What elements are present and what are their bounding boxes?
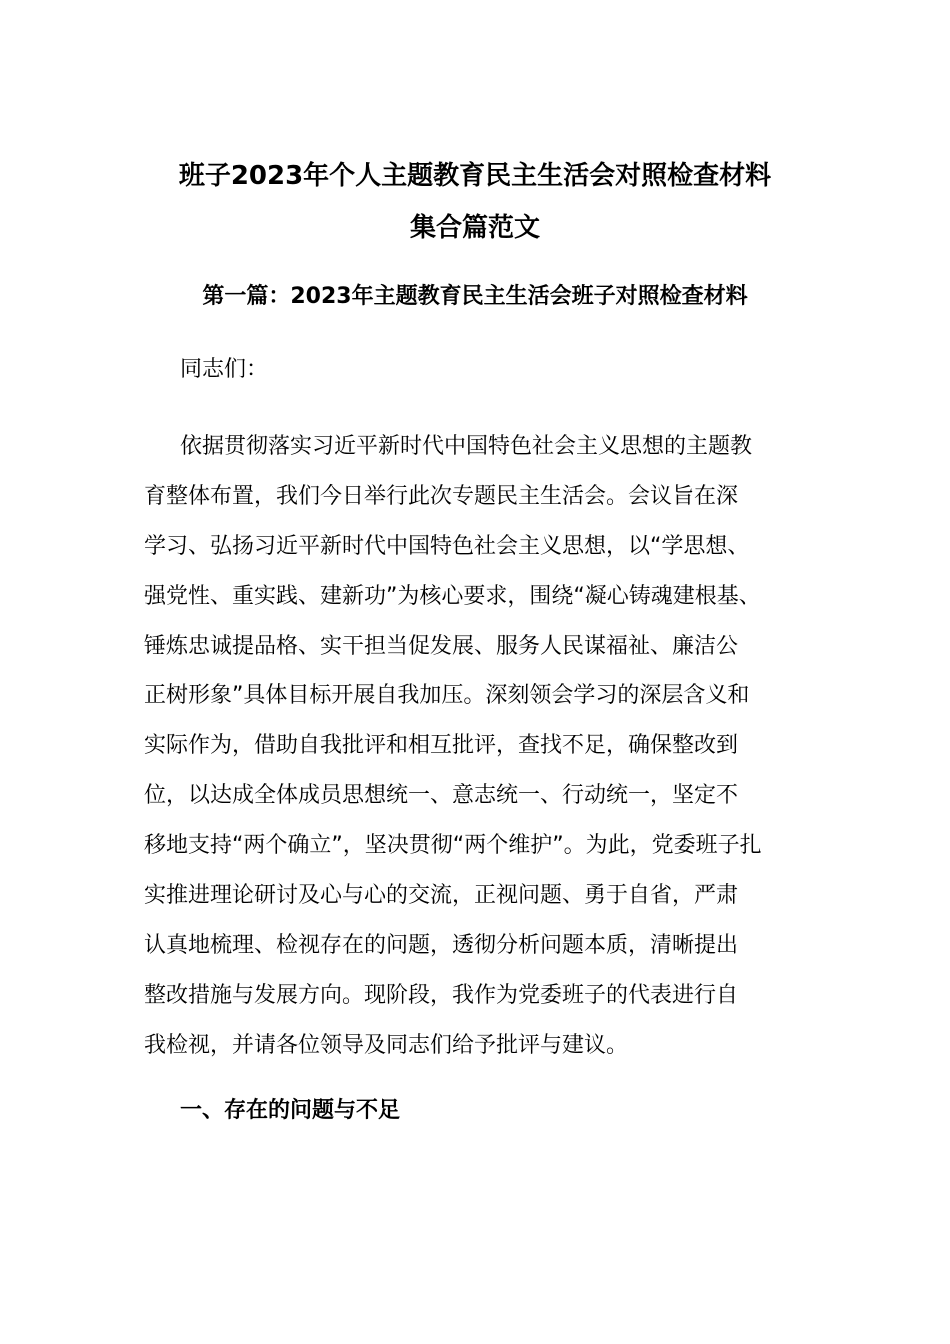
body-line: 依据贯彻落实习近平新时代中国特色社会主义思想的主题教 <box>180 434 753 459</box>
document-title-line-1: 班子2023年个人主题教育民主生活会对照检查材料 <box>178 161 772 191</box>
salutation: 同志们： <box>180 357 269 382</box>
body-line: 实际作为，借助自我批评和相互批评，查找不足，确保整改到 <box>144 733 739 759</box>
body-line: 位，以达成全体成员思想统一、意志统一、行动统一，坚定不 <box>144 783 739 809</box>
document-title-line-2: 集合篇范文 <box>409 213 540 243</box>
body-line: 认真地梳理、检视存在的问题，透彻分析问题本质，清晰提出 <box>144 932 739 958</box>
body-line: 我检视，并请各位领导及同志们给予批评与建议。 <box>144 1032 629 1058</box>
body-line: 正树形象”具体目标开展自我加压。深刻领会学习的深层含义和 <box>144 683 750 709</box>
body-line: 学习、弘扬习近平新时代中国特色社会主义思想，以“学思想、 <box>144 533 750 559</box>
body-line: 移地支持“两个确立”，坚决贯彻“两个维护”。为此，党委班子扎 <box>144 833 762 859</box>
body-line: 实推进理论研讨及心与心的交流，正视问题、勇于自省，严肃 <box>144 883 739 909</box>
body-line: 锤炼忠诚提品格、实干担当促发展、服务人民谋福祉、廉洁公 <box>144 633 739 659</box>
body-line: 强党性、重实践、建新功”为核心要求，围绕“凝心铸魂建根基、 <box>144 583 761 609</box>
document-subtitle: 第一篇：2023年主题教育民主生活会班子对照检查材料 <box>202 284 748 309</box>
body-line: 育整体布置，我们今日举行此次专题民主生活会。会议旨在深 <box>144 483 739 509</box>
section-heading: 一、存在的问题与不足 <box>180 1098 401 1123</box>
body-line: 整改措施与发展方向。现阶段，我作为党委班子的代表进行自 <box>144 982 739 1008</box>
body-paragraph <box>144 422 824 1071</box>
